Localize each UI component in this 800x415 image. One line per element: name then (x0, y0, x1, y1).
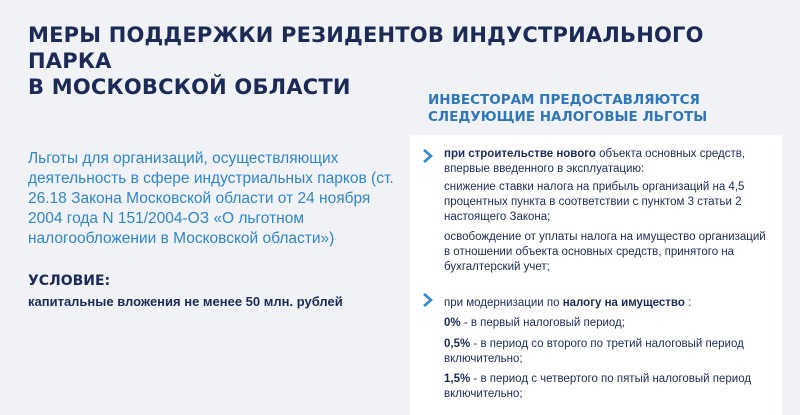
rate-row (444, 372, 774, 402)
rate-percent: 0% (444, 317, 461, 329)
rate-text: - в период со второго по третий налоговый период включительно; (444, 338, 744, 365)
page-title-line2: В МОСКОВСКОЙ ОБЛАСТИ (28, 75, 351, 99)
profit-tax-reduction-text: снижение ставки налога на прибыль организаций на 4,5 процентных пункта в соответствии с пунктом 3 статьи 2 настоящего Закона; (444, 181, 745, 223)
rate-text: - в первый налоговый период; (460, 317, 625, 329)
chevron-right-icon (422, 149, 434, 163)
tax-benefits-heading-line1: ИНВЕСТОРАМ ПРЕДОСТАВЛЯЮТСЯ (428, 92, 700, 108)
benefits-description: Льготы для организаций, осуществляющих деятельность в сфере индустриальных парков (ст. 26.18 Закона Московской области от 24 ноября 2004 года N 151/2004-ОЗ «О льготном налогообложении в Московской области») (28, 150, 394, 247)
rate-row (444, 316, 774, 331)
condition-text: капитальные вложения не менее 50 млн. рублей (28, 294, 343, 309)
page-title (28, 22, 768, 100)
rate-row (444, 337, 774, 367)
new-construction-item (444, 147, 774, 177)
new-construction-bold: при строительстве нового (444, 148, 596, 160)
modernization-post: : (684, 297, 692, 309)
new-construction-rest: объекта основных средств, впервые введенного в эксплуатацию: (444, 148, 746, 175)
modernization-item (444, 296, 774, 311)
rate-text: - в период с четвертого по пятый налоговый период включительно; (444, 373, 752, 400)
page-title-line1: МЕРЫ ПОДДЕРЖКИ РЕЗИДЕНТОВ ИНДУСТРИАЛЬНОГО ПАРКА (28, 23, 704, 73)
modernization-pre: при модернизации по (444, 297, 563, 309)
tax-benefits-heading-line2: СЛЕДУЮЩИЕ НАЛОГОВЫЕ ЛЬГОТЫ (428, 109, 708, 125)
chevron-right-icon (422, 293, 434, 307)
rate-percent: 1,5% (444, 373, 471, 385)
condition-label: УСЛОВИЕ: (28, 273, 111, 289)
rate-percent: 0,5% (444, 338, 471, 350)
modernization-bold: налогу на имущество (562, 297, 685, 309)
property-tax-exemption-text: освобождение от уплаты налога на имущество организаций в отношении объекта основных средств, принятого на бухгалтерский учет; (444, 231, 766, 273)
tax-benefits-panel (410, 135, 782, 415)
tax-benefits-heading (428, 92, 788, 126)
